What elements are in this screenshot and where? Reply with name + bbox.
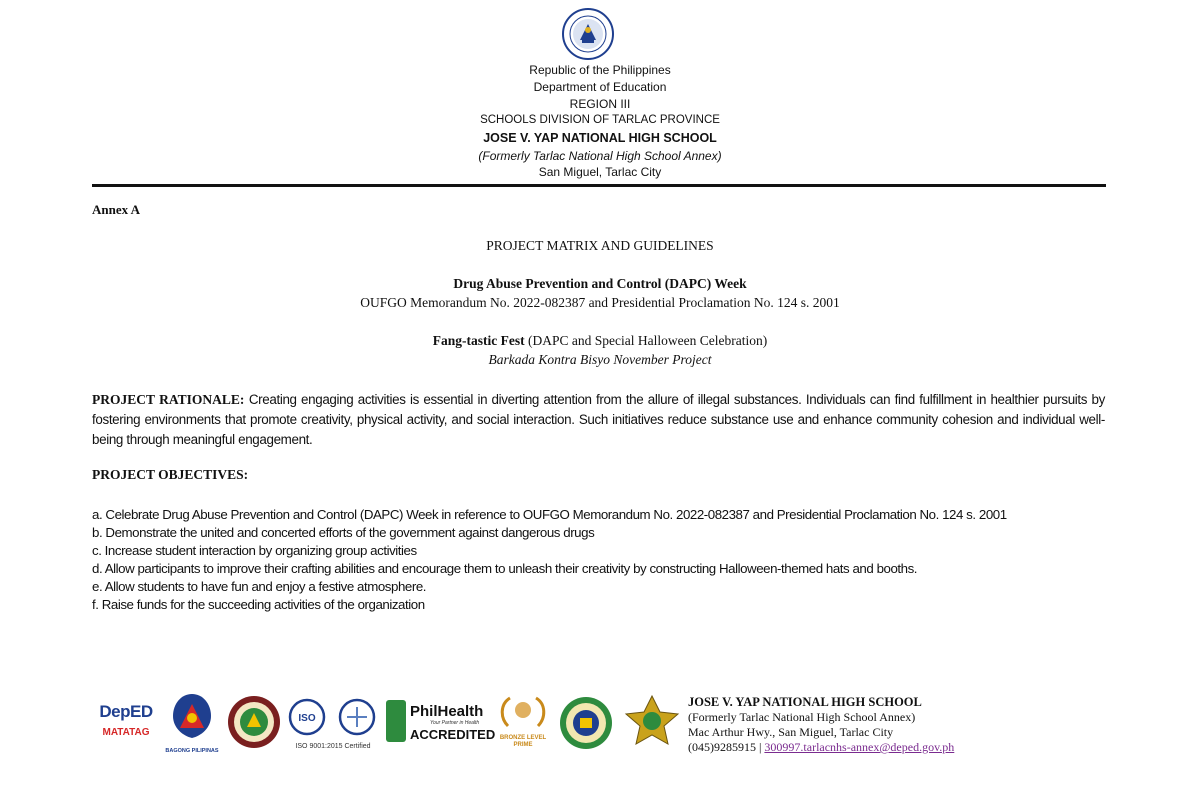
philhealth-text: PhilHealth (410, 703, 484, 720)
footer-contact-block (688, 695, 954, 755)
matatag-logo-text: MATATAG (102, 727, 150, 738)
objective-item: f. Raise funds for the succeeding activities of the organization (92, 597, 425, 612)
event-title: Drug Abuse Prevention and Control (DAPC) Week (453, 276, 747, 291)
svg-text:ISO: ISO (298, 713, 316, 724)
header-division: SCHOOLS DIVISION OF TARLAC PROVINCE (480, 114, 720, 126)
organization-emblem-icon (622, 692, 682, 752)
header-formerly: (Formerly Tarlac National High School Annex) (478, 149, 722, 163)
accredited-text: ACCREDITED (410, 727, 496, 742)
project-name: Barkada Kontra Bisyo November Project (488, 352, 712, 367)
objective-item: b. Demonstrate the united and concerted efforts of the government against dangerous drugs (92, 525, 595, 540)
header-republic: Republic of the Philippines (529, 63, 671, 77)
footer-address: Mac Arthur Hwy., San Miguel, Tarlac City (688, 725, 894, 739)
footer-email-link[interactable]: 300997.tarlacnhs-annex@deped.gov.ph (764, 740, 955, 754)
objective-item: e. Allow students to have fun and enjoy a festive atmosphere. (92, 579, 427, 594)
bagong-pilipinas-icon (163, 690, 221, 742)
document-title: PROJECT MATRIX AND GUIDELINES (486, 238, 714, 253)
header-divider (92, 184, 1106, 187)
rationale-text: Creating engaging activities is essential in diverting attention from the allure of illegal substances. Individuals can find fulfillment in healthier pursuits by fostering environments that promote creativity, physical activity, and social interaction. Such initiatives reduce substance use and enhance community cohesion and individual well-being through meaningful engagement. (92, 392, 1105, 447)
objectives-list (92, 506, 1007, 614)
tarlac-division-seal-icon (559, 696, 613, 750)
annex-label: Annex A (92, 202, 141, 217)
project-rationale (92, 390, 1105, 450)
bagong-pilipinas-logo (163, 690, 221, 756)
iso-badge-icon (287, 698, 379, 736)
fest-name: Fang-tastic Fest (432, 333, 525, 348)
objective-item: c. Increase student interaction by organizing group activities (92, 543, 417, 558)
bronze-level-text: BRONZE LEVEL PRIME (499, 735, 547, 748)
philhealth-mark-icon (386, 700, 406, 742)
school-seal-icon (227, 695, 281, 749)
header-address: San Miguel, Tarlac City (538, 165, 662, 179)
objectives-heading: PROJECT OBJECTIVES: (92, 467, 249, 482)
deped-seal-icon (562, 8, 614, 60)
footer-formerly: (Formerly Tarlac National High School Annex) (688, 710, 916, 724)
bronze-level-prime-logo (494, 694, 552, 752)
deped-matatag-logo (97, 692, 155, 750)
objective-item: d. Allow participants to improve their crafting abilities and encourage them to unleash their creativity by constructing Halloween-themed hats and booths. (92, 561, 918, 576)
philhealth-tagline: Your Partner in Health (430, 720, 480, 726)
bagong-pilipinas-text: BAGONG PILIPINAS (165, 748, 219, 754)
fest-title (0, 333, 1200, 349)
iso-certified-text: ISO 9001:2015 Certified (295, 743, 371, 750)
footer-phone: (045)9285915 | (688, 740, 765, 754)
footer-school-name: JOSE V. YAP NATIONAL HIGH SCHOOL (688, 695, 922, 709)
objective-item: a. Celebrate Drug Abuse Prevention and Control (DAPC) Week in reference to OUFGO Memorandum No. 2022-082387 and Presidential Proclamation No. 124 s. 2001 (92, 507, 1007, 522)
header-region: REGION III (569, 97, 631, 111)
fest-description: (DAPC and Special Halloween Celebration) (524, 333, 768, 348)
philhealth-accredited-logo (386, 698, 496, 746)
memo-reference: OUFGO Memorandum No. 2022-082387 and Presidential Proclamation No. 124 s. 2001 (360, 295, 840, 310)
header-school-name: JOSE V. YAP NATIONAL HIGH SCHOOL (483, 131, 717, 145)
iso-certification-logo (287, 698, 379, 750)
rationale-label: PROJECT RATIONALE: (92, 392, 245, 407)
header-department: Department of Education (533, 80, 667, 94)
deped-logo-text: DepED (99, 702, 153, 721)
laurel-icon (494, 694, 552, 730)
footer-contact-line (688, 740, 954, 755)
